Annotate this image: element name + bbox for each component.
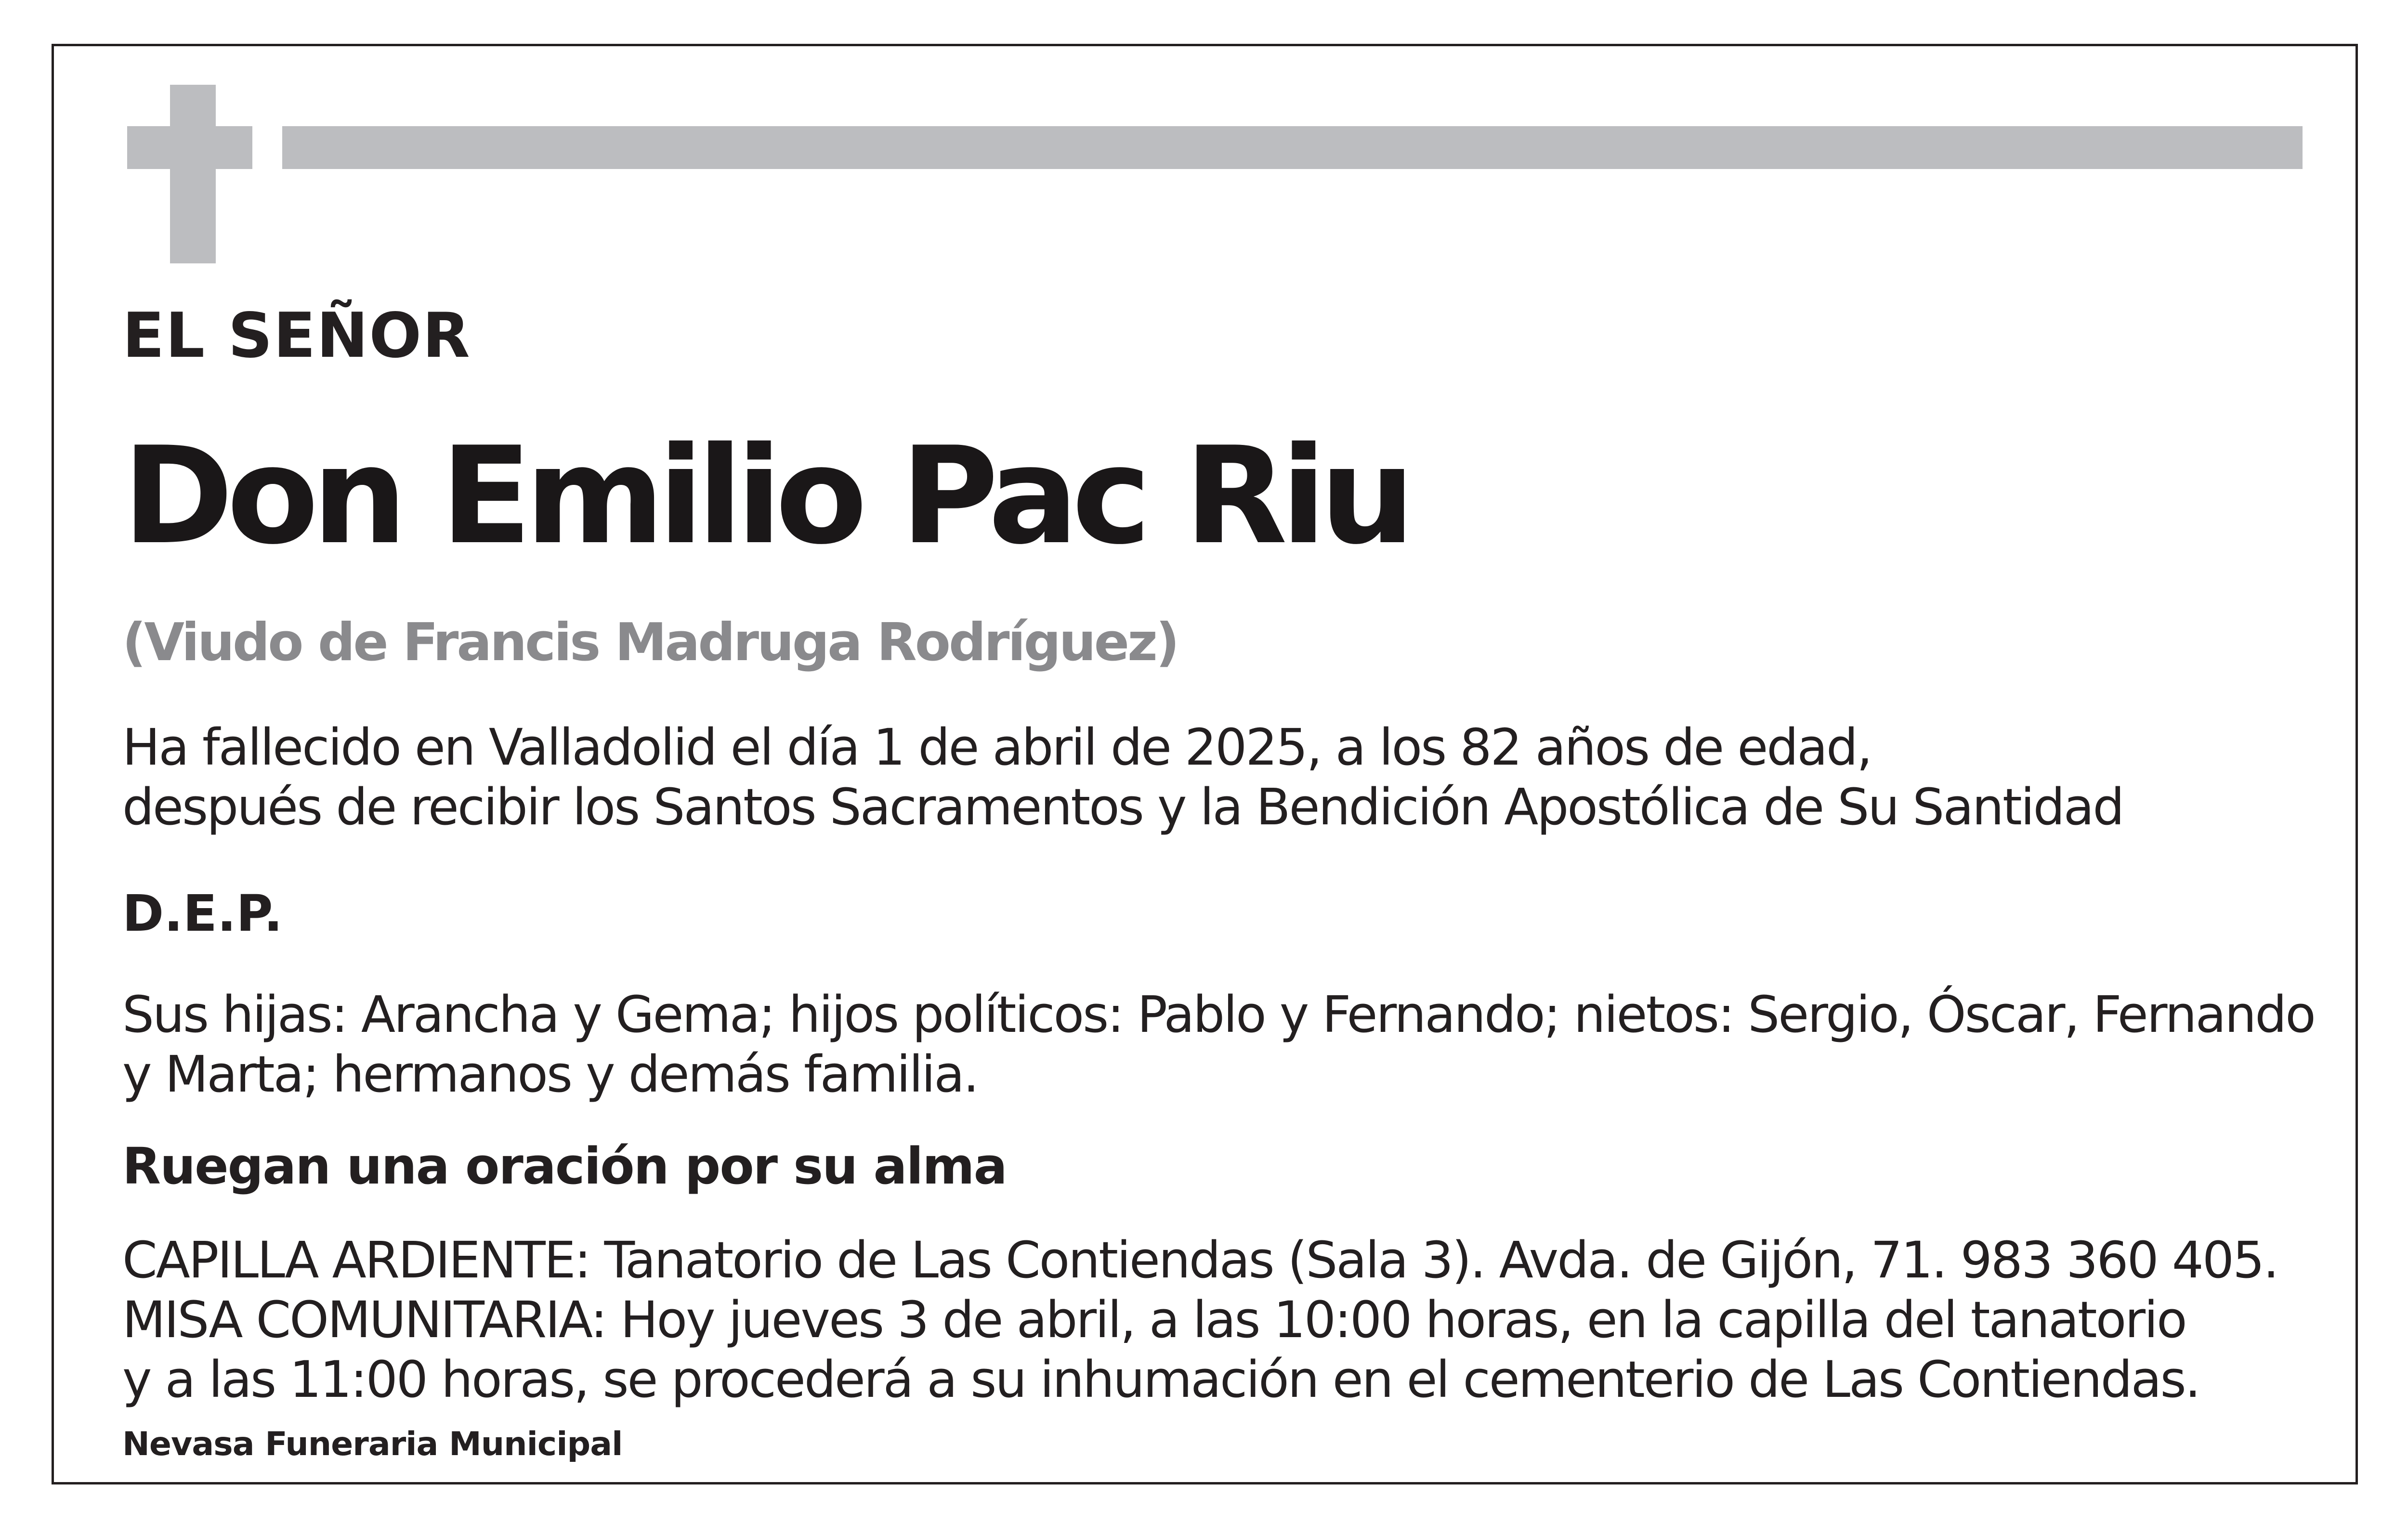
family-members bbox=[122, 985, 2315, 1104]
cross-icon-vertical-bar bbox=[170, 85, 216, 263]
header-rule bbox=[282, 126, 2303, 169]
rip-label: D.E.P. bbox=[122, 884, 283, 943]
funeral-home-credit: Nevasa Funeraria Municipal bbox=[122, 1425, 623, 1463]
details-line: CAPILLA ARDIENTE: Tanatorio de Las Contiendas (Sala 3). Avda. de Gijón, 71. 983 360 405. bbox=[122, 1231, 2278, 1289]
service-details bbox=[122, 1230, 2277, 1409]
details-line: MISA COMUNITARIA: Hoy jueves 3 de abril, a las 10:00 horas, en la capilla del tanatorio bbox=[122, 1290, 2186, 1349]
honorific: EL SEÑOR bbox=[122, 300, 471, 372]
prayer-request: Ruegan una oración por su alma bbox=[122, 1137, 1007, 1196]
family-line: Sus hijas: Arancha y Gema; hijos políticos: Pablo y Fernando; nietos: Sergio, Óscar, Fernando bbox=[122, 985, 2315, 1044]
widow-of-line: (Viudo de Francis Madruga Rodríguez) bbox=[122, 612, 1178, 673]
deceased-name: Don Emilio Pac Riu bbox=[122, 418, 1409, 574]
announcement-line: Ha fallecido en Valladolid el día 1 de abril de 2025, a los 82 años de edad, bbox=[122, 718, 1871, 777]
cross-icon-horizontal-bar bbox=[127, 126, 252, 169]
death-announcement bbox=[122, 717, 2123, 837]
details-line: y a las 11:00 horas, se procederá a su inhumación en el cementerio de Las Contiendas. bbox=[122, 1350, 2199, 1409]
announcement-line: después de recibir los Santos Sacramentos y la Bendición Apostólica de Su Santidad bbox=[122, 778, 2123, 836]
family-line: y Marta; hermanos y demás familia. bbox=[122, 1045, 978, 1104]
